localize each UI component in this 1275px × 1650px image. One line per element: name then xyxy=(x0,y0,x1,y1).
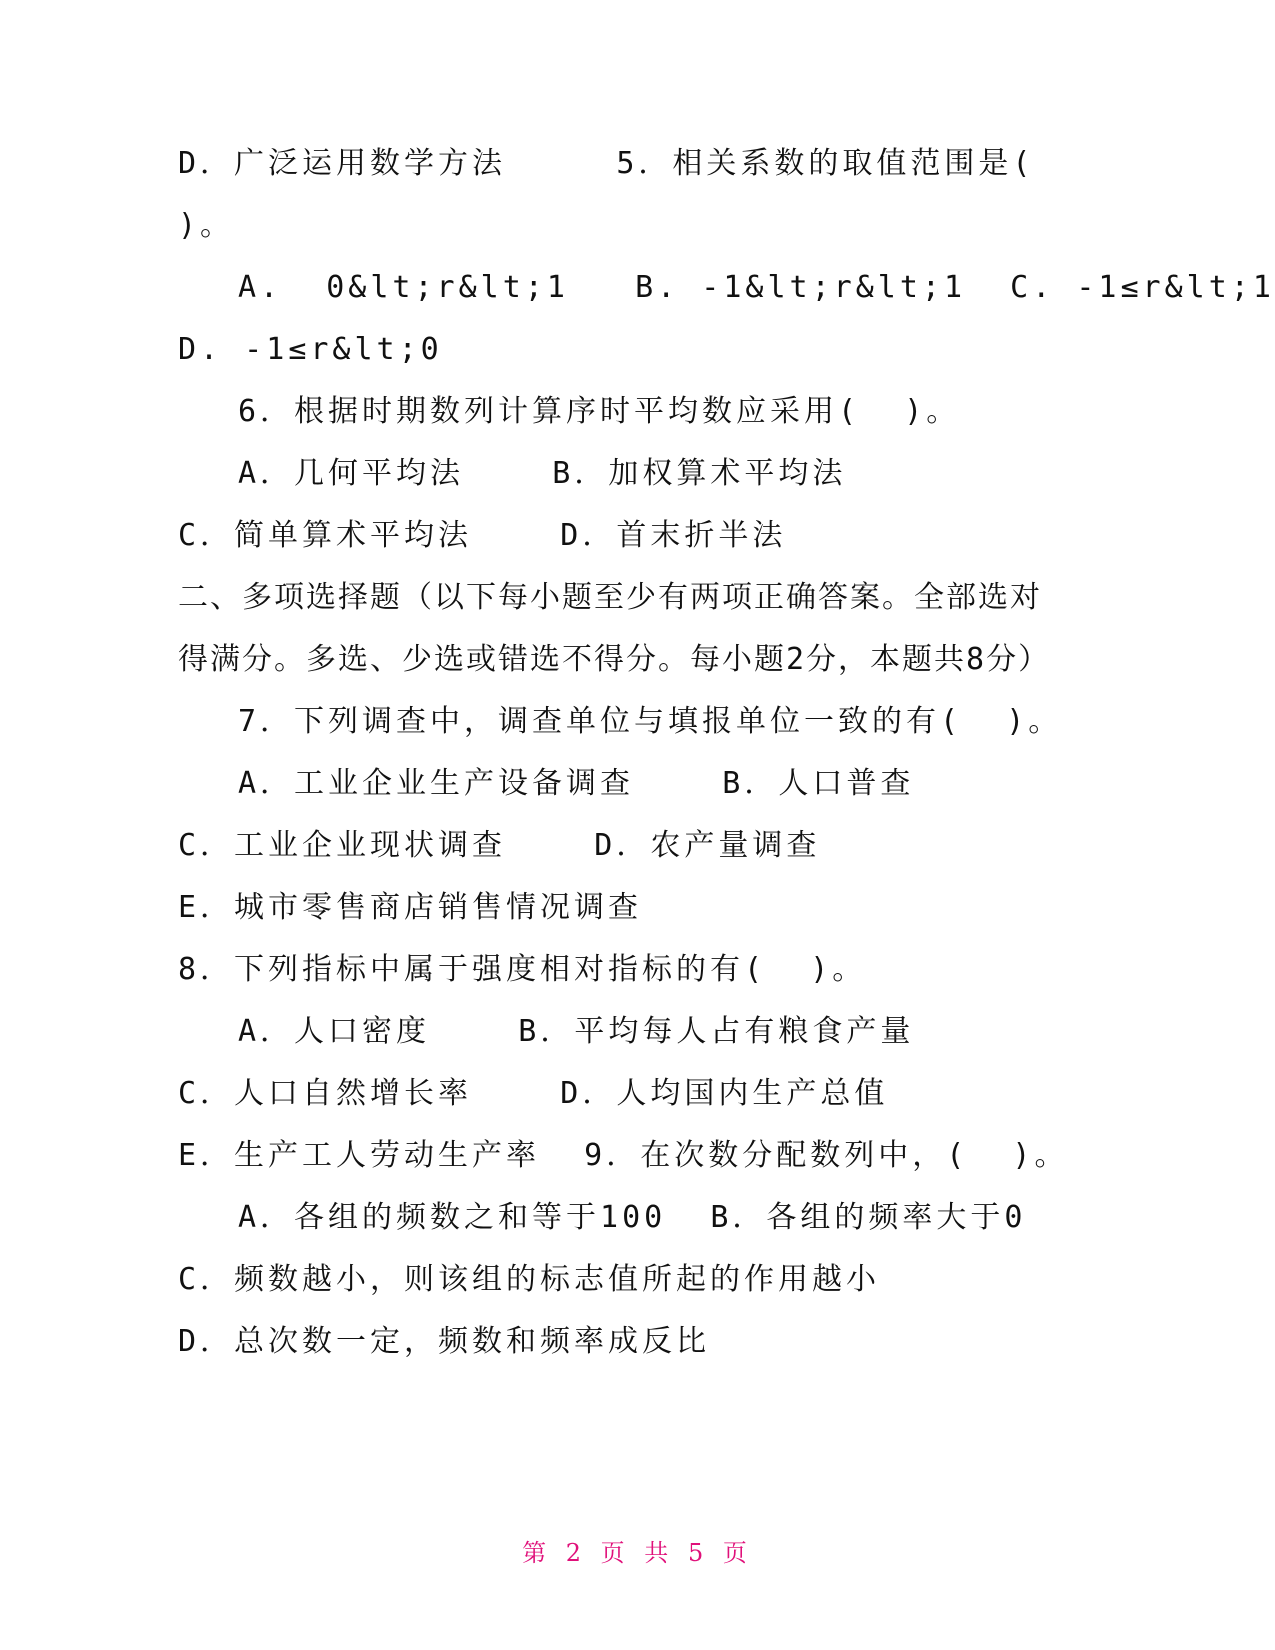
text-line-3: A. 0&lt;r&lt;1 B. -1&lt;r&lt;1 C. -1≤r&lt;1 xyxy=(238,270,1275,305)
question-8-options-ab: A．人口密度 B．平均每人占有粮食产量 xyxy=(238,1014,915,1049)
question-8: 8．下列指标中属于强度相对指标的有( )。 xyxy=(178,952,867,987)
page-number-footer: 第 2 页 共 5 页 xyxy=(522,1539,753,1567)
question-7-options-ab: A．工业企业生产设备调查 B．人口普查 xyxy=(238,766,915,801)
text-line-2: )。 xyxy=(178,208,235,243)
text-line-1: D．广泛运用数学方法 5．相关系数的取值范围是( xyxy=(178,146,1035,181)
question-6: 6．根据时期数列计算序时平均数应采用( )。 xyxy=(238,394,961,429)
question-6-options-ab: A．几何平均法 B．加权算术平均法 xyxy=(238,456,847,491)
question-7-options-cd: C．工业企业现状调查 D．农产量调查 xyxy=(178,828,821,863)
question-9-option-d: D．总次数一定，频数和频率成反比 xyxy=(178,1324,711,1359)
question-8-options-cd: C．人口自然增长率 D．人均国内生产总值 xyxy=(178,1076,889,1111)
section-heading-line-1: 二、多项选择题（以下每小题至少有两项正确答案。全部选对 xyxy=(178,580,1042,615)
question-9-option-c: C．频数越小，则该组的标志值所起的作用越小 xyxy=(178,1262,881,1297)
text-line-4: D. -1≤r&lt;0 xyxy=(178,332,443,367)
section-heading-line-2: 得满分。多选、少选或错选不得分。每小题2分，本题共8分） xyxy=(178,642,1051,677)
question-6-options-cd: C．简单算术平均法 D．首末折半法 xyxy=(178,518,787,553)
question-9-options-ab: A．各组的频数之和等于100 B．各组的频率大于0 xyxy=(238,1200,1027,1235)
question-8-option-e-question-9: E．生产工人劳动生产率 9．在次数分配数列中，( )。 xyxy=(178,1138,1069,1173)
question-7: 7．下列调查中，调查单位与填报单位一致的有( )。 xyxy=(238,704,1063,739)
question-7-option-e: E．城市零售商店销售情况调查 xyxy=(178,890,643,925)
